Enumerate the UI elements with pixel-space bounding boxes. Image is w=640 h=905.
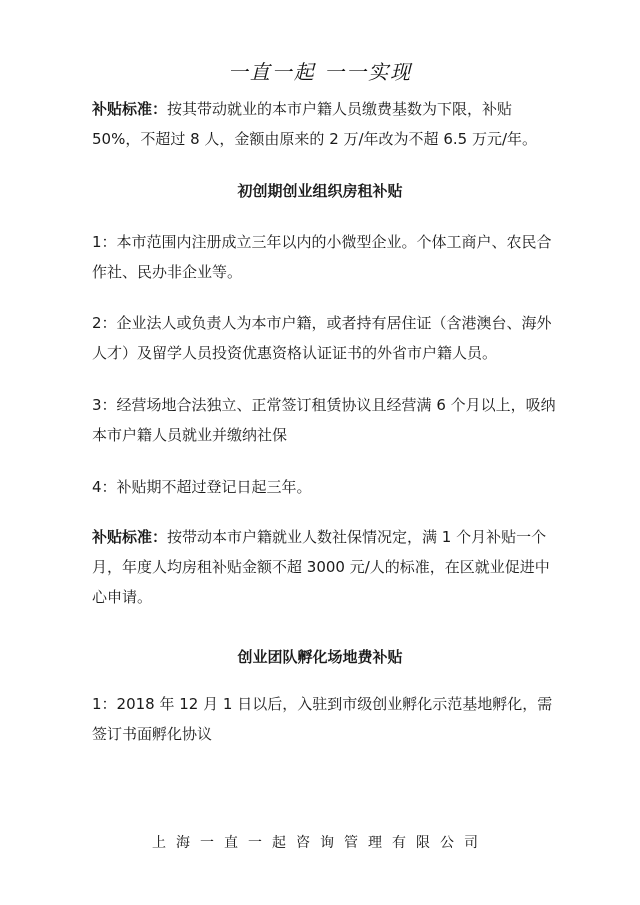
subsidy-standard-paragraph-2 (92, 522, 562, 612)
subsidy-standard-label: 补贴标准： (92, 100, 168, 118)
subsidy-standard-text: 按其带动就业的本市户籍人员缴费基数为下限，补贴 50%，不超过 8 人，金额由原来的 2 万/年改为不超 6.5 万元/年。 (92, 100, 537, 148)
list-item: 1：2018 年 12 月 1 日以后，入驻到市级创业孵化示范基地孵化，需签订书面孵化协议 (92, 695, 553, 743)
header-motto: 一直一起 一一实现 (227, 60, 413, 84)
list-item: 4：补贴期不超过登记日起三年。 (92, 478, 312, 496)
section-heading-rent-subsidy: 初创期创业组织房租补贴 (237, 182, 403, 200)
footer-company-name: 上海一直一起咨询管理有限公司 (152, 835, 488, 851)
subsidy-standard-paragraph-1 (92, 94, 562, 154)
list-item: 3：经营场地合法独立、正常签订租赁协议且经营满 6 个月以上，吸纳本市户籍人员就业并缴纳社保 (92, 396, 556, 444)
list-item: 1：本市范围内注册成立三年以内的小微型企业。个体工商户、农民合作社、民办非企业等。 (92, 233, 552, 281)
list-item: 2：企业法人或负责人为本市户籍，或者持有居住证（含港澳台、海外人才）及留学人员投资优惠资格认证证书的外省市户籍人员。 (92, 314, 552, 362)
subsidy-standard-text: 按带动本市户籍就业人数社保情况定，满 1 个月补贴一个月，年度人均房租补贴金额不超 3000 元/人的标准，在区就业促进中心申请。 (92, 528, 550, 606)
subsidy-standard-label: 补贴标准： (92, 528, 168, 546)
section-heading-incubation-subsidy: 创业团队孵化场地费补贴 (237, 648, 403, 666)
